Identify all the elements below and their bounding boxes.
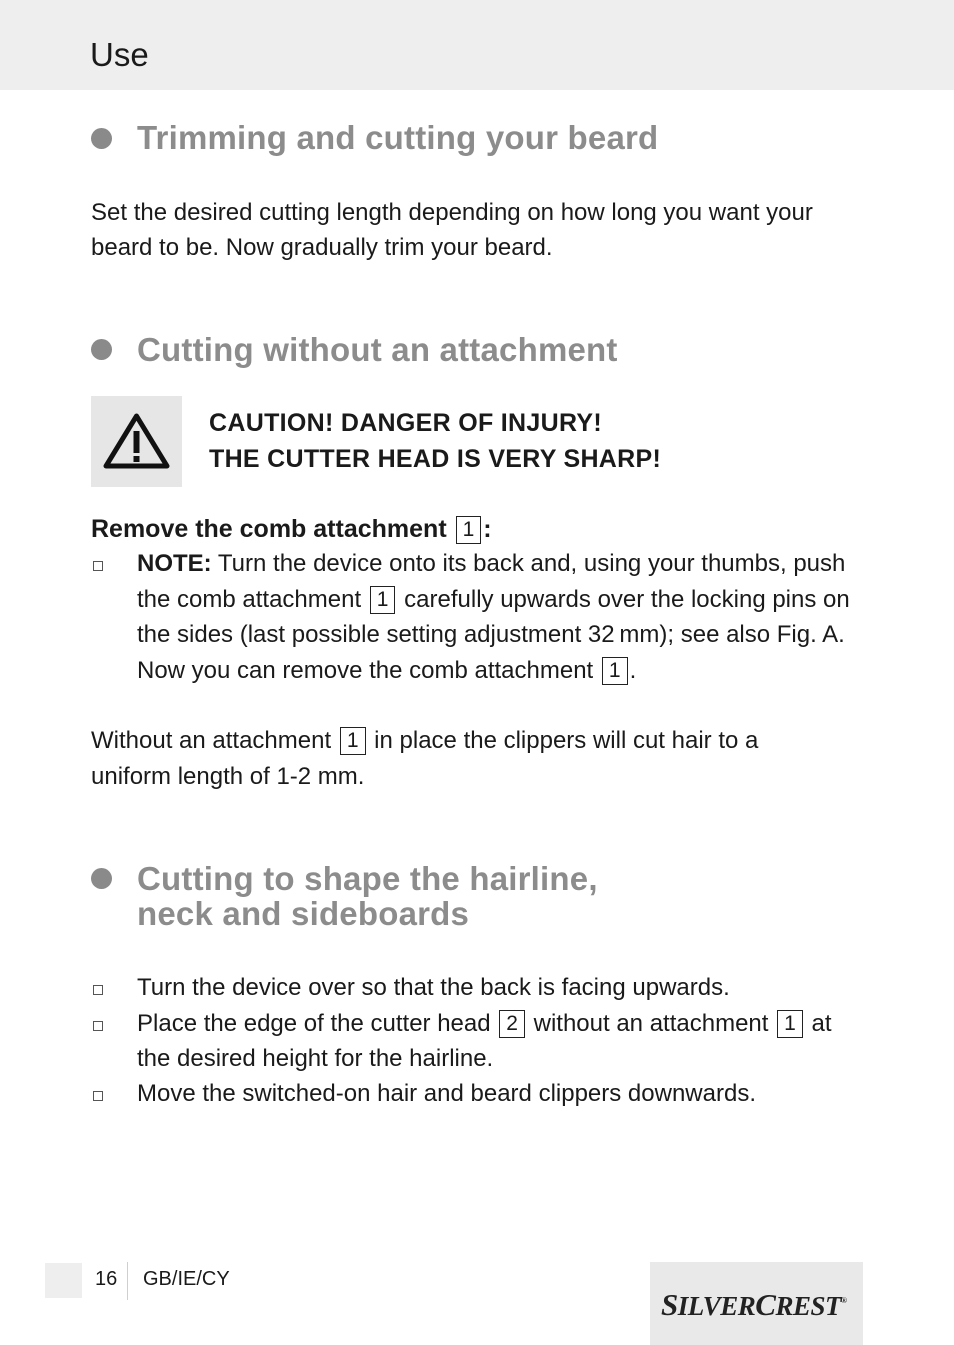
- note-line4-period: .: [629, 657, 637, 684]
- note-line1: [137, 546, 845, 582]
- attachment-para-text-a: Without an attachment: [91, 727, 332, 754]
- logo-rest: REST: [775, 1291, 841, 1321]
- checkbox-bullet-icon: [93, 1091, 103, 1101]
- note-line1-text: Turn the device onto its back and, using your thumbs, push: [211, 550, 846, 577]
- footer-divider: [127, 1262, 128, 1300]
- ref-number-box: 1: [777, 1010, 803, 1038]
- page-title: Use: [90, 36, 149, 73]
- section-heading-trimming: Trimming and cutting your beard: [137, 119, 659, 156]
- section-heading-hairline-line2: neck and sideboards: [137, 895, 470, 932]
- attachment-para-line2: uniform length of 1-2 mm.: [91, 763, 365, 790]
- list-item: Turn the device over so that the back is facing upwards.: [137, 974, 730, 1001]
- list-item-continuation: the desired height for the hairline.: [137, 1045, 494, 1072]
- section1-body-line1: Set the desired cutting length depending on how long you want your: [91, 199, 813, 226]
- checkbox-bullet-icon: [93, 561, 103, 571]
- bullet-circle-icon: [91, 868, 112, 889]
- checkbox-bullet-icon: [93, 985, 103, 995]
- ref-number-box: 1: [340, 727, 366, 755]
- warning-text: [209, 405, 661, 477]
- section-heading-no-attachment: Cutting without an attachment: [137, 331, 618, 368]
- note-line2-text-b: carefully upwards over the locking pins on: [404, 586, 850, 613]
- country-codes: GB/IE/CY: [143, 1268, 230, 1290]
- footer-square: [45, 1263, 82, 1298]
- ref-number-box: 1: [370, 586, 396, 614]
- note-line3: the sides (last possible setting adjustment 32 mm); see also Fig. A.: [137, 621, 845, 648]
- warning-box: [91, 396, 182, 487]
- warning-line1: CAUTION! DANGER OF INJURY!: [209, 409, 602, 437]
- bullet-circle-icon: [91, 128, 112, 149]
- sub-heading-text: Remove the comb attachment: [91, 515, 447, 543]
- attachment-para-text-b: in place the clippers will cut hair to a: [374, 727, 759, 754]
- page-number: 16: [95, 1268, 118, 1290]
- attachment-para-line1: [91, 723, 758, 759]
- list-item-text-b: without an attachment: [533, 1010, 769, 1037]
- section-heading-hairline: [137, 861, 598, 931]
- note-line2: [137, 582, 850, 618]
- checkbox-bullet-icon: [93, 1021, 103, 1031]
- logo-registered: ®: [841, 1296, 847, 1305]
- list-item: [137, 1006, 831, 1042]
- sub-heading-colon: :: [483, 515, 492, 543]
- silvercrest-logo: [661, 1287, 846, 1323]
- ref-number-box: 1: [456, 516, 482, 544]
- ref-number-box: 2: [499, 1010, 525, 1038]
- note-line2-text-a: the comb attachment: [137, 586, 362, 613]
- logo-ilver: ILVER: [677, 1291, 756, 1321]
- list-item-text-a: Place the edge of the cutter head: [137, 1010, 491, 1037]
- warning-line2: THE CUTTER HEAD IS VERY SHARP!: [209, 445, 662, 473]
- note-line4: [137, 653, 636, 689]
- section-heading-hairline-line1: Cutting to shape the hairline,: [137, 860, 598, 897]
- list-item-text-c: at: [811, 1010, 832, 1037]
- bullet-circle-icon: [91, 339, 112, 360]
- logo-letter-s: S: [661, 1287, 678, 1322]
- sub-heading-remove-comb: [91, 511, 492, 547]
- list-item: Move the switched-on hair and beard clippers downwards.: [137, 1080, 756, 1107]
- note-line4-text-a: Now you can remove the comb attachment: [137, 657, 594, 684]
- note-label: NOTE:: [137, 550, 212, 577]
- warning-triangle-icon: [91, 396, 182, 487]
- section1-body-line2: beard to be. Now gradually trim your beard.: [91, 234, 553, 261]
- ref-number-box: 1: [602, 657, 628, 685]
- logo-letter-c: C: [755, 1287, 776, 1322]
